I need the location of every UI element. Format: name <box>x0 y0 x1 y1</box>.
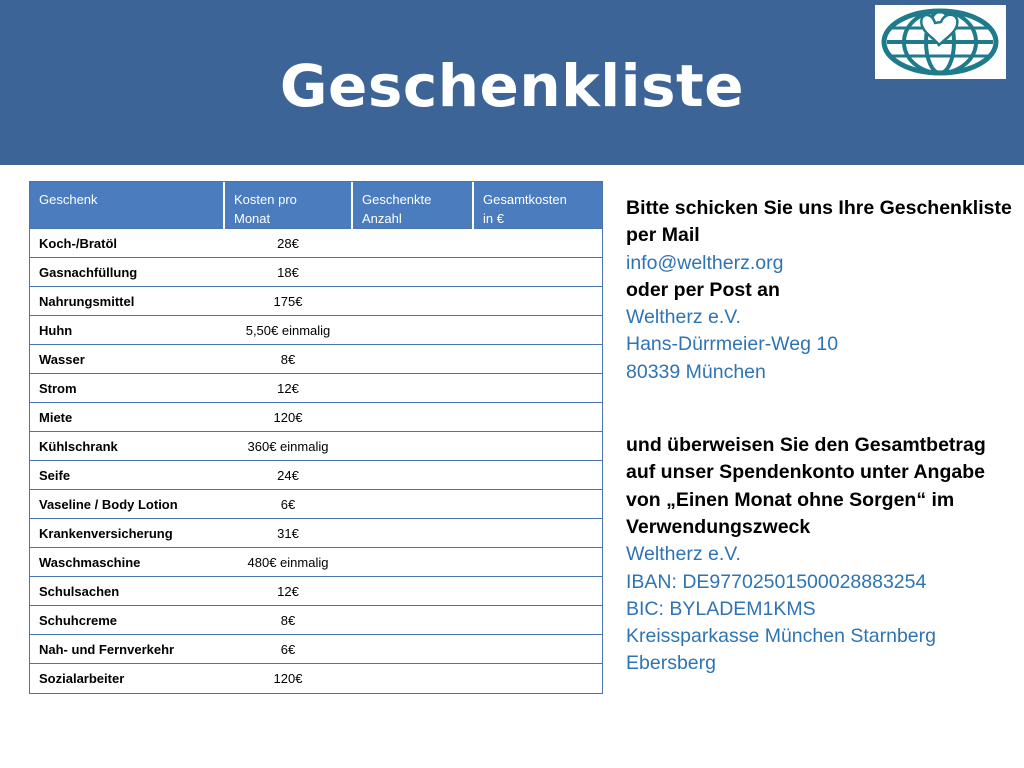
gift-total-cell[interactable] <box>473 229 602 258</box>
intro-line: per Mail <box>626 224 700 247</box>
gift-total-cell[interactable] <box>473 635 602 664</box>
table-row <box>30 606 602 635</box>
gift-cost: 8€ <box>224 345 352 374</box>
bank-line: BIC: BYLADEM1KMS <box>626 597 816 620</box>
transfer-line: auf unser Spendenkonto unter Angabe <box>626 461 985 484</box>
gift-total-cell[interactable] <box>473 461 602 490</box>
gift-count-cell[interactable] <box>352 461 473 490</box>
gift-count-cell[interactable] <box>352 490 473 519</box>
table-row <box>30 635 602 664</box>
table-row <box>30 374 602 403</box>
gift-cost: 480€ einmalig <box>224 548 352 577</box>
table-row <box>30 403 602 432</box>
gift-name: Miete <box>30 403 224 432</box>
gift-total-cell[interactable] <box>473 577 602 606</box>
table-row <box>30 345 602 374</box>
gift-count-cell[interactable] <box>352 432 473 461</box>
gift-name: Wasser <box>30 345 224 374</box>
gift-cost: 18€ <box>224 258 352 287</box>
gift-name: Strom <box>30 374 224 403</box>
gift-name: Huhn <box>30 316 224 345</box>
page-title: Geschenkliste <box>279 52 745 120</box>
table-row <box>30 664 602 693</box>
gift-cost: 6€ <box>224 635 352 664</box>
table-header-row <box>30 182 602 229</box>
gift-total-cell[interactable] <box>473 664 602 693</box>
gift-cost: 175€ <box>224 287 352 316</box>
gift-count-cell[interactable] <box>352 316 473 345</box>
gift-total-cell[interactable] <box>473 519 602 548</box>
post-label: oder per Post an <box>626 278 780 301</box>
gift-name: Vaseline / Body Lotion <box>30 490 224 519</box>
gift-count-cell[interactable] <box>352 345 473 374</box>
header-line: Kosten pro <box>234 192 297 207</box>
email-link[interactable]: info@weltherz.org <box>626 251 784 274</box>
gift-table <box>29 181 603 694</box>
bank-line: Kreissparkasse München Starnberg <box>626 625 936 648</box>
gift-name: Schulsachen <box>30 577 224 606</box>
gift-cost: 6€ <box>224 490 352 519</box>
gift-count-cell[interactable] <box>352 258 473 287</box>
gift-name: Nahrungsmittel <box>30 287 224 316</box>
gift-name: Gasnachfüllung <box>30 258 224 287</box>
gift-total-cell[interactable] <box>473 432 602 461</box>
globe-heart-logo-icon <box>875 5 1006 79</box>
gift-name: Sozialarbeiter <box>30 664 224 693</box>
address-line: Hans-Dürrmeier-Weg 10 <box>626 333 839 356</box>
gift-total-cell[interactable] <box>473 548 602 577</box>
gift-cost: 5,50€ einmalig <box>224 316 352 345</box>
gift-count-cell[interactable] <box>352 606 473 635</box>
column-header-cost <box>224 182 352 229</box>
gift-total-cell[interactable] <box>473 403 602 432</box>
transfer-line: Verwendungszweck <box>626 515 811 538</box>
table-row <box>30 519 602 548</box>
address-line: Weltherz e.V. <box>626 306 741 329</box>
column-header-count <box>352 182 473 229</box>
table-row <box>30 461 602 490</box>
table-row <box>30 287 602 316</box>
gift-cost: 12€ <box>224 577 352 606</box>
gift-name: Seife <box>30 461 224 490</box>
header-line: Gesamtkosten <box>483 192 567 207</box>
gift-name: Krankenversicherung <box>30 519 224 548</box>
gift-count-cell[interactable] <box>352 635 473 664</box>
bank-line: IBAN: DE97702501500028883254 <box>626 570 927 593</box>
gift-cost: 8€ <box>224 606 352 635</box>
spacer <box>626 386 1021 432</box>
header-line: Anzahl <box>362 211 402 226</box>
header-line: Monat <box>234 211 271 226</box>
gift-count-cell[interactable] <box>352 374 473 403</box>
gift-total-cell[interactable] <box>473 374 602 403</box>
gift-total-cell[interactable] <box>473 258 602 287</box>
address-line: 80339 München <box>626 360 766 383</box>
transfer-line: von „Einen Monat ohne Sorgen“ im <box>626 488 955 511</box>
gift-name: Nah- und Fernverkehr <box>30 635 224 664</box>
header-line: Geschenkte <box>362 192 432 207</box>
header-line: Geschenk <box>39 192 98 207</box>
gift-cost: 31€ <box>224 519 352 548</box>
instructions-panel <box>626 195 1021 678</box>
gift-count-cell[interactable] <box>352 548 473 577</box>
bank-line: Weltherz e.V. <box>626 543 741 566</box>
gift-count-cell[interactable] <box>352 403 473 432</box>
gift-total-cell[interactable] <box>473 287 602 316</box>
gift-count-cell[interactable] <box>352 519 473 548</box>
gift-name: Waschmaschine <box>30 548 224 577</box>
column-header-total <box>473 182 602 229</box>
gift-count-cell[interactable] <box>352 664 473 693</box>
header-line: in € <box>483 211 504 226</box>
table-row <box>30 432 602 461</box>
gift-cost: 28€ <box>224 229 352 258</box>
gift-cost: 12€ <box>224 374 352 403</box>
logo <box>875 5 1006 79</box>
gift-total-cell[interactable] <box>473 345 602 374</box>
table-row <box>30 548 602 577</box>
gift-name: Koch-/Bratöl <box>30 229 224 258</box>
transfer-line: und überweisen Sie den Gesamtbetrag <box>626 434 986 457</box>
gift-count-cell[interactable] <box>352 577 473 606</box>
gift-cost: 360€ einmalig <box>224 432 352 461</box>
gift-total-cell[interactable] <box>473 606 602 635</box>
gift-name: Schuhcreme <box>30 606 224 635</box>
gift-count-cell[interactable] <box>352 287 473 316</box>
table-row <box>30 258 602 287</box>
gift-name: Kühlschrank <box>30 432 224 461</box>
table-row <box>30 577 602 606</box>
gift-count-cell[interactable] <box>352 229 473 258</box>
column-header-gift <box>30 182 224 229</box>
gift-total-cell[interactable] <box>473 490 602 519</box>
gift-cost: 120€ <box>224 403 352 432</box>
gift-cost: 24€ <box>224 461 352 490</box>
intro-line: Bitte schicken Sie uns Ihre Geschenkliste <box>626 197 1012 219</box>
gift-total-cell[interactable] <box>473 316 602 345</box>
title-banner <box>0 0 1024 165</box>
bank-line: Ebersberg <box>626 652 716 675</box>
table-row <box>30 490 602 519</box>
gift-cost: 120€ <box>224 664 352 693</box>
table-row <box>30 316 602 345</box>
table-row <box>30 229 602 258</box>
